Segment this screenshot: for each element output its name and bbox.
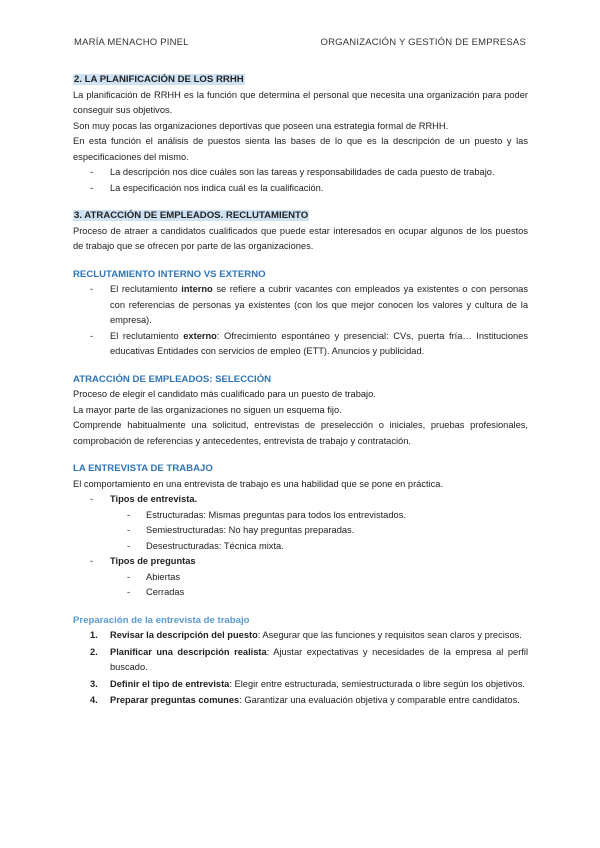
list-item: - Desestructuradas: Técnica mixta. bbox=[73, 539, 528, 555]
list-item: - La descripción nos dice cuáles son las tareas y responsabilidades de cada puesto de trabajo. bbox=[73, 165, 528, 181]
list-item: - El reclutamiento interno se refiere a cubrir vacantes con empleados ya existentes o con personas con referencias de personas ya existentes (con los que mejor conocen los valores y cultura de la empresa). bbox=[73, 282, 528, 329]
list-item: 4. Preparar preguntas comunes: Garantizar una evaluación objetiva y comparable entre candidatos. bbox=[90, 695, 520, 705]
paragraph: El comportamiento en una entrevista de trabajo es una habilidad que se pone en práctica. bbox=[73, 478, 444, 489]
paragraph: Proceso de elegir el candidato más cualificado para un puesto de trabajo. bbox=[73, 389, 376, 399]
paragraph: Comprende habitualmente una solicitud, entrevistas de preselección o iniciales, pruebas profesionales, comprobación de referencias y antecedentes, entrevista de trabajo y contratación. bbox=[73, 420, 528, 446]
list-item: - Tipos de preguntas bbox=[73, 554, 528, 570]
list-item: - Estructuradas: Mismas preguntas para todos los entrevistados. bbox=[73, 508, 528, 524]
list-item: - Tipos de entrevista. bbox=[73, 492, 528, 508]
paragraph: Proceso de atraer a candidatos cualificados que puede estar interesados en ocupar algunos de los puestos de trabajo que se ofrecen por parte de las organizaciones. bbox=[73, 225, 528, 251]
list-item: - Abiertas bbox=[73, 570, 528, 586]
paragraph: La mayor parte de las organizaciones no siguen un esquema fijo. bbox=[73, 404, 342, 415]
sub-bullet-list bbox=[73, 508, 528, 555]
document-body bbox=[73, 72, 528, 710]
paragraph: Son muy pocas las organizaciones deportivas que poseen una estrategia formal de RRHH. bbox=[73, 120, 449, 131]
header-author: MARÍA MENACHO PINEL bbox=[74, 37, 189, 48]
section-3-heading: 3. ATRACCIÓN DE EMPLEADOS. RECLUTAMIENTO bbox=[74, 210, 309, 221]
section-2-heading: 2. LA PLANIFICACIÓN DE LOS RRHH bbox=[74, 74, 244, 85]
list-item: 1. Revisar la descripción del puesto: Asegurar que las funciones y requisitos sean claros y precisos. bbox=[90, 630, 522, 640]
list-item: 3. Definir el tipo de entrevista: Elegir entre estructurada, semiestructurada o libre según los objetivos. bbox=[90, 678, 525, 689]
seleccion-heading: ATRACCIÓN DE EMPLEADOS: SELECCIÓN bbox=[73, 373, 272, 385]
numbered-list bbox=[73, 628, 528, 709]
list-item: - Semiestructuradas: No hay preguntas preparadas. bbox=[73, 523, 528, 539]
bullet-list bbox=[73, 492, 528, 508]
bullet-list bbox=[73, 165, 528, 196]
bullet-list bbox=[73, 554, 528, 570]
preparacion-heading: Preparación de la entrevista de trabajo bbox=[73, 614, 250, 626]
header-subject: ORGANIZACIÓN Y GESTIÓN DE EMPRESAS bbox=[320, 37, 526, 48]
list-item: - El reclutamiento externo: Ofrecimiento espontáneo y presencial: CVs, puerta fría… Instituciones educativas Entidades con servicios de empleo (ETT). Anuncios y publicidad. bbox=[73, 329, 528, 360]
paragraph: La planificación de RRHH es la función que determina el personal que necesita una organización para poder conseguir sus objetivos. bbox=[73, 89, 528, 115]
list-item: - Cerradas bbox=[73, 585, 528, 601]
sub-bullet-list bbox=[73, 570, 528, 601]
reclutamiento-heading: RECLUTAMIENTO INTERNO VS EXTERNO bbox=[73, 268, 266, 280]
paragraph: En esta función el análisis de puestos sienta las bases de lo que es la descripción de un puesto y las especificaciones del mismo. bbox=[73, 136, 528, 162]
list-item: 2. Planificar una descripción realista: Ajustar expectativas y necesidades de la empresa al perfil buscado. bbox=[90, 646, 529, 672]
entrevista-heading: LA ENTREVISTA DE TRABAJO bbox=[73, 463, 213, 474]
list-item: - La especificación nos indica cuál es la cualificación. bbox=[73, 181, 528, 197]
bullet-list bbox=[73, 282, 528, 360]
